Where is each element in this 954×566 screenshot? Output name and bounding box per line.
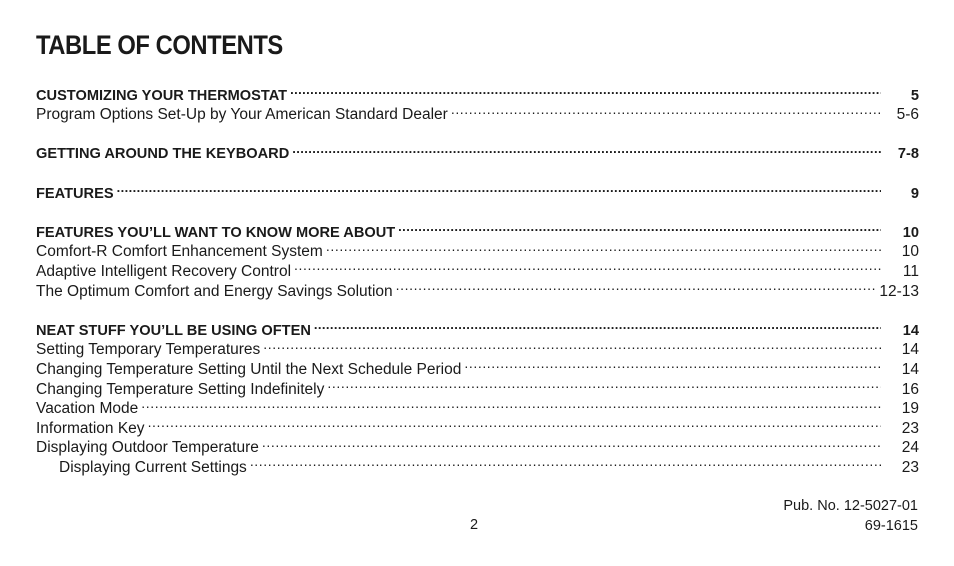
toc-entry-label: Vacation Mode (36, 400, 139, 418)
toc-leader-dots (294, 256, 881, 276)
toc-entry-label: Changing Temperature Setting Indefinitely (36, 380, 325, 398)
toc-leader-dots (326, 237, 881, 257)
toc-leader-dots (262, 433, 881, 453)
toc-entry (36, 276, 919, 300)
pub-number: Pub. No. 12-5027-01 (783, 498, 918, 514)
toc-entry-page: 10 (901, 243, 919, 261)
toc-entry-page: 7-8 (897, 146, 919, 163)
toc-entry-label: FEATURES (36, 185, 114, 202)
toc-entry-page: 5 (910, 87, 919, 104)
toc-entry-label: GETTING AROUND THE KEYBOARD (36, 146, 290, 163)
toc-leader-dots (263, 335, 881, 355)
toc-entry (36, 256, 919, 280)
toc-entry-page: 23 (901, 458, 919, 476)
toc-entry-label: Comfort-R Comfort Enhancement System (36, 243, 323, 261)
toc-leader-dots (141, 394, 881, 414)
doc-number: 69-1615 (864, 517, 918, 534)
toc-entry-page: 11 (902, 262, 919, 280)
toc-entry (36, 139, 919, 163)
toc-entry-page: 19 (901, 400, 919, 418)
toc-entry-page: 14 (901, 360, 919, 378)
toc-entry (36, 374, 919, 398)
page-title: TABLE OF CONTENTS (36, 30, 283, 60)
toc-entry-label: Information Key (36, 419, 145, 437)
toc-entry-label: Program Options Set-Up by Your American Standard Dealer (36, 106, 448, 124)
toc-entry (36, 413, 919, 437)
toc-entry (36, 452, 919, 476)
toc-entry-page: 9 (910, 185, 919, 202)
toc-entry-label: Displaying Current Settings (59, 458, 247, 476)
toc-entry (36, 433, 919, 457)
toc-entry (36, 217, 919, 241)
toc-entry (36, 178, 919, 202)
toc-leader-dots (464, 354, 881, 374)
toc-leader-dots (327, 374, 881, 394)
toc-entry (36, 354, 919, 378)
toc-leader-dots (314, 315, 881, 335)
toc-entry-label: Setting Temporary Temperatures (36, 341, 261, 359)
toc-leader-dots (398, 217, 881, 237)
toc-entry (36, 100, 919, 124)
toc-entry (36, 80, 919, 104)
page-number: 2 (470, 517, 479, 533)
publication-info (783, 497, 918, 536)
toc-entry (36, 315, 919, 339)
toc-entry-label: CUSTOMIZING YOUR THERMOSTAT (36, 87, 288, 104)
toc-leader-dots (292, 139, 881, 159)
toc-entry (36, 237, 919, 261)
toc-entry-page: 14 (901, 341, 919, 359)
toc-leader-dots (290, 80, 881, 100)
toc-leader-dots (117, 178, 881, 198)
toc-leader-dots (148, 413, 881, 433)
toc-entry-page: 5-6 (896, 106, 919, 124)
toc-entry-label: FEATURES YOU’LL WANT TO KNOW MORE ABOUT (36, 224, 396, 241)
toc-leader-dots (250, 452, 881, 472)
toc-entry (36, 335, 919, 359)
toc-entry-page: 10 (902, 224, 919, 241)
toc-leader-dots (451, 100, 881, 120)
toc-entry (36, 394, 919, 418)
toc-entry-label: NEAT STUFF YOU’LL BE USING OFTEN (36, 322, 311, 339)
toc-entry-label: Displaying Outdoor Temperature (36, 439, 259, 457)
toc-entry-label: Changing Temperature Setting Until the Next Schedule Period (36, 360, 462, 378)
toc-entry-page: 24 (901, 439, 919, 457)
toc-entry-page: 12-13 (879, 282, 919, 300)
toc-entry-page: 23 (901, 419, 919, 437)
toc-leader-dots (396, 276, 876, 296)
toc-entry-label: The Optimum Comfort and Energy Savings Solution (36, 282, 393, 300)
toc-entry-label: Adaptive Intelligent Recovery Control (36, 262, 292, 280)
toc-entry-page: 14 (902, 322, 919, 339)
toc-entry-page: 16 (901, 380, 919, 398)
